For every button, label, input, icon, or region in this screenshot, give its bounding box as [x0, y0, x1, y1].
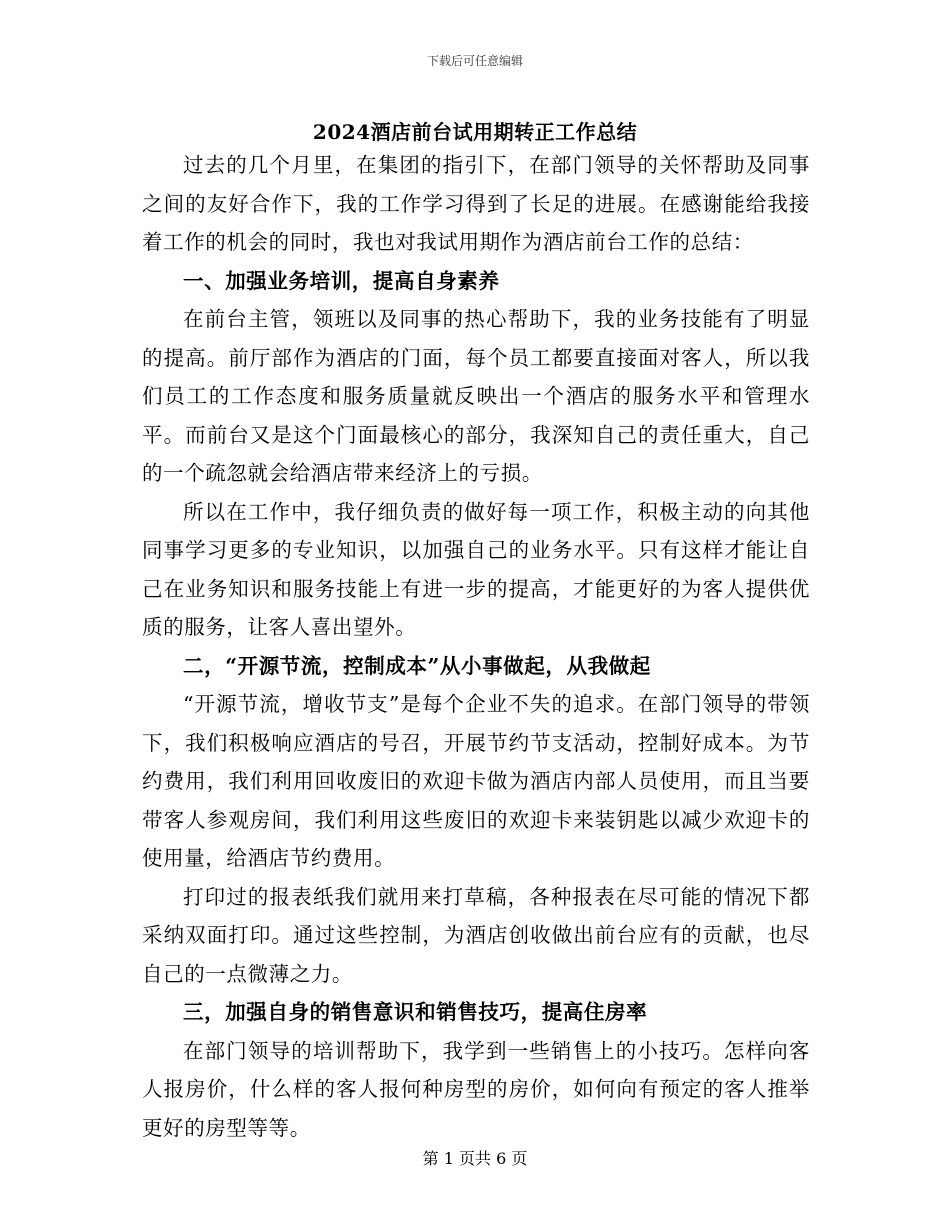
- page-number: 第 1 页共 6 页: [422, 1149, 528, 1168]
- document-title: 2024酒店前台试用期转正工作总结: [312, 120, 638, 144]
- paragraph: 在前台主管，领班以及同事的热心帮助下，我的业务技能有了明显的提高。前厅部作为酒店的门面，每个员工都要直接面对客人，所以我们员工的工作态度和服务质量就反映出一个酒店的服务水平和管理水平。而前台又是这个门面最核心的部分，我深知自己的责任重大，自己的一个疏忽就会给酒店带来经济上的亏损。: [142, 307, 810, 485]
- paragraph: “开源节流，增收节支”是每个企业不失的追求。在部门领导的带领下，我们积极响应酒店的号召，开展节约节支活动，控制好成本。为节约费用，我们利用回收废旧的欢迎卡做为酒店内部人员使用，而且当要带客人参观房间，我们利用这些废旧的欢迎卡来装钥匙以减少欢迎卡的使用量，给酒店节约费用。: [142, 692, 810, 870]
- intro-paragraph: 过去的几个月里，在集团的指引下，在部门领导的关怀帮助及同事之间的友好合作下，我的工作学习得到了长足的进展。在感谢能给我接着工作的机会的同时，我也对我试用期作为酒店前台工作的总结：: [142, 153, 810, 254]
- paragraph: 所以在工作中，我仔细负责的做好每一项工作，积极主动的向其他同事学习更多的专业知识，以加强自己的业务水平。只有这样才能让自己在业务知识和服务技能上有进一步的提高，才能更好的为客人提供优质的服务，让客人喜出望外。: [142, 499, 810, 639]
- paragraph: 打印过的报表纸我们就用来打草稿，各种报表在尽可能的情况下都采纳双面打印。通过这些控制，为酒店创收做出前台应有的贡献，也尽自己的一点微薄之力。: [142, 884, 810, 986]
- section-heading-2: 二，“开源节流，控制成本”从小事做起，从我做起: [183, 653, 651, 678]
- paragraph: 在部门领导的培训帮助下，我学到一些销售上的小技巧。怎样向客人报房价，什么样的客人报何种房型的房价，如何向有预定的客人推举更好的房型等等。: [142, 1038, 810, 1140]
- section-heading-1: 一、加强业务培训，提高自身素养: [183, 268, 500, 293]
- header-note: 下载后可任意编辑: [426, 54, 523, 68]
- document-body: [142, 146, 810, 1147]
- section-heading-3: 三，加强自身的销售意识和销售技巧，提高住房率: [183, 1000, 648, 1024]
